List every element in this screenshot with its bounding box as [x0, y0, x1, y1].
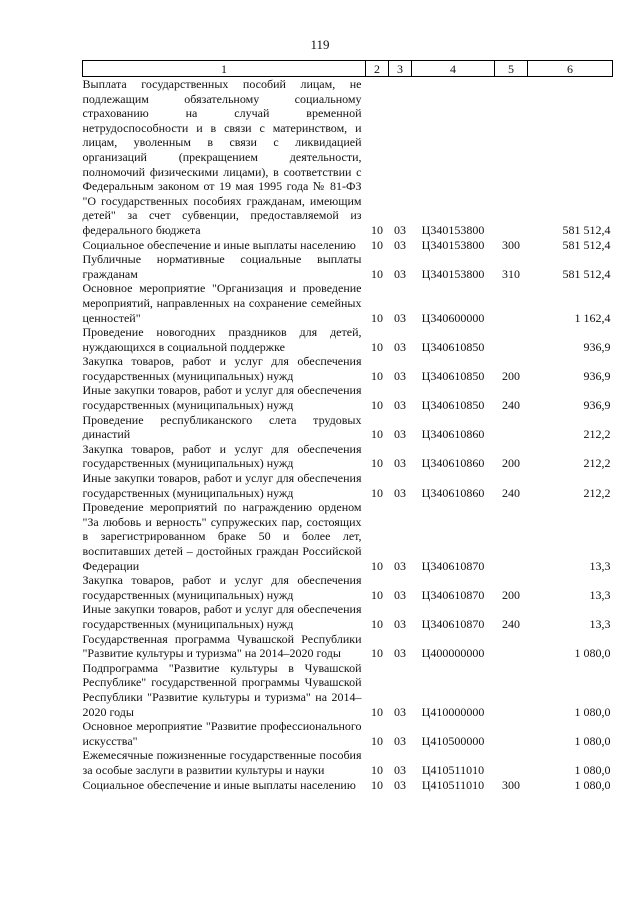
- row-expense-type: 200: [502, 368, 520, 383]
- row-expense-type: [495, 325, 528, 354]
- table-row: [83, 325, 613, 354]
- row-amount: 581 512,4: [562, 222, 611, 237]
- row-name: Основное мероприятие "Организация и проведение мероприятий, направленных на сохранение семейных ценностей": [82, 281, 362, 325]
- row-amount: 13,3: [589, 587, 611, 602]
- row-expense-type: [495, 500, 528, 573]
- row-section: 10: [371, 222, 383, 237]
- row-expense-type: [495, 661, 528, 719]
- row-target-code: Ц340610850: [421, 339, 485, 354]
- row-amount: 581 512,4: [562, 266, 611, 281]
- row-amount: 1 080,0: [574, 646, 611, 661]
- table-row: [83, 413, 613, 442]
- row-expense-type: 200: [502, 587, 520, 602]
- table-row: [83, 442, 613, 471]
- row-section: 10: [371, 456, 383, 471]
- row-target-code: Ц340153800: [421, 237, 485, 252]
- row-subsection: 03: [394, 368, 406, 383]
- row-target-code: Ц340610860: [421, 485, 485, 500]
- table-row: [83, 719, 613, 748]
- row-subsection: 03: [394, 646, 406, 661]
- row-name: Иные закупки товаров, работ и услуг для обеспечения государственных (муниципальных) нужд: [82, 383, 362, 413]
- row-target-code: Ц340610870: [421, 587, 485, 602]
- row-amount: 1 162,4: [574, 310, 611, 325]
- row-name: Закупка товаров, работ и услуг для обеспечения государственных (муниципальных) нужд: [82, 441, 362, 471]
- row-section: 10: [371, 237, 383, 252]
- row-name: Закупка товаров, работ и услуг для обеспечения государственных (муниципальных) нужд: [82, 354, 362, 383]
- row-expense-type: 240: [502, 616, 520, 631]
- table-row: [83, 252, 613, 281]
- table-row: [83, 602, 613, 631]
- row-target-code: Ц340153800: [421, 266, 485, 281]
- budget-table: [82, 60, 613, 792]
- row-subsection: 03: [394, 587, 406, 602]
- table-row: [83, 281, 613, 325]
- table-row: [83, 632, 613, 661]
- row-target-code: Ц340600000: [421, 310, 485, 325]
- row-name: Проведение мероприятий по награждению орденом "За любовь и верность" супружеских пар, состоящих в зарегистрированном браке 50 и более лет, воспитавших детей – достойных граждан Российской Федерации: [82, 500, 362, 573]
- row-name: Государственная программа Чувашской Республики "Развитие культуры и туризма" на 2014–2020 годы: [82, 631, 362, 661]
- row-section: 10: [371, 733, 383, 748]
- row-subsection: 03: [394, 427, 406, 442]
- row-target-code: Ц340610870: [421, 558, 485, 573]
- row-subsection: 03: [394, 456, 406, 471]
- row-amount: 936,9: [583, 339, 611, 354]
- row-subsection: 03: [394, 777, 406, 792]
- row-subsection: 03: [394, 558, 406, 573]
- row-subsection: 03: [394, 222, 406, 237]
- row-name: Проведение республиканского слета трудовых династий: [82, 412, 362, 442]
- row-section: 10: [371, 310, 383, 325]
- row-expense-type: [495, 77, 528, 238]
- header-cell-2: 2: [366, 61, 389, 77]
- row-target-code: Ц410500000: [421, 733, 485, 748]
- table-row: [83, 383, 613, 412]
- row-amount: 212,2: [583, 427, 611, 442]
- table-row: [83, 748, 613, 777]
- row-expense-type: [495, 748, 528, 777]
- row-name: Закупка товаров, работ и услуг для обеспечения государственных (муниципальных) нужд: [82, 573, 362, 602]
- row-section: 10: [371, 339, 383, 354]
- row-name: Иные закупки товаров, работ и услуг для обеспечения государственных (муниципальных) нужд: [82, 602, 362, 631]
- row-subsection: 03: [394, 704, 406, 719]
- row-expense-type: 300: [502, 777, 520, 792]
- header-cell-5: 5: [495, 61, 528, 77]
- row-subsection: 03: [394, 310, 406, 325]
- row-section: 10: [371, 398, 383, 413]
- row-amount: 1 080,0: [574, 777, 611, 792]
- row-subsection: 03: [394, 339, 406, 354]
- row-subsection: 03: [394, 733, 406, 748]
- row-amount: 13,3: [589, 616, 611, 631]
- row-amount: 936,9: [583, 368, 611, 383]
- row-target-code: Ц340610850: [421, 368, 485, 383]
- row-expense-type: [495, 632, 528, 661]
- row-expense-type: 200: [502, 456, 520, 471]
- table-row: [83, 573, 613, 602]
- table-row: [83, 778, 613, 793]
- row-subsection: 03: [394, 398, 406, 413]
- row-amount: 1 080,0: [574, 704, 611, 719]
- header-cell-1: 1: [83, 61, 366, 77]
- row-subsection: 03: [394, 485, 406, 500]
- row-section: 10: [371, 558, 383, 573]
- row-target-code: Ц340610870: [421, 616, 485, 631]
- row-name: Ежемесячные пожизненные государственные пособия за особые заслуги в развитии культуры и науки: [82, 748, 362, 777]
- header-row: [83, 61, 613, 77]
- table-row: [83, 238, 613, 253]
- row-section: 10: [371, 646, 383, 661]
- row-name: Проведение новогодних праздников для детей, нуждающихся в социальной поддержке: [82, 325, 362, 354]
- row-name: Социальное обеспечение и иные выплаты населению: [82, 777, 356, 792]
- row-target-code: Ц410511010: [421, 762, 485, 777]
- row-subsection: 03: [394, 616, 406, 631]
- table-row: [83, 500, 613, 573]
- row-name: Основное мероприятие "Развитие профессионального искусства": [82, 719, 362, 748]
- header-cell-3: 3: [389, 61, 412, 77]
- row-name: Иные закупки товаров, работ и услуг для обеспечения государственных (муниципальных) нужд: [82, 471, 362, 500]
- row-section: 10: [371, 485, 383, 500]
- row-section: 10: [371, 266, 383, 281]
- row-target-code: Ц340610860: [421, 427, 485, 442]
- row-section: 10: [371, 368, 383, 383]
- row-expense-type: [495, 413, 528, 442]
- row-target-code: Ц340153800: [421, 222, 485, 237]
- row-target-code: Ц410000000: [421, 704, 485, 719]
- row-name: Социальное обеспечение и иные выплаты населению: [82, 237, 356, 252]
- row-name: Подпрограмма "Развитие культуры в Чувашской Республике" государственной программы Чувашской Республики "Развитие культуры и туризма" на 2014–2020 годы: [82, 660, 362, 719]
- row-section: 10: [371, 762, 383, 777]
- header-cell-6: 6: [528, 61, 613, 77]
- row-amount: 212,2: [583, 456, 611, 471]
- row-expense-type: 300: [502, 237, 520, 252]
- row-target-code: Ц340610850: [421, 398, 485, 413]
- table-row: [83, 661, 613, 719]
- row-amount: 936,9: [583, 398, 611, 413]
- row-section: 10: [371, 427, 383, 442]
- row-target-code: Ц410511010: [421, 777, 485, 792]
- row-name: Выплата государственных пособий лицам, не подлежащим обязательному социальному страхованию на случай временной нетрудоспособности и в связи с материнством, и лицам, уволенным в связи с ликвидацией организаций (прекращением деятельности, полномочий физическими лицами), в соответствии с Федеральным законом от 19 мая 1995 года № 81-ФЗ "О государственных пособиях гражданам, имеющим детей" за счет субвенции, предоставляемой из федерального бюджета: [82, 77, 362, 237]
- row-expense-type: [495, 719, 528, 748]
- row-section: 10: [371, 704, 383, 719]
- row-subsection: 03: [394, 762, 406, 777]
- table-row: [83, 471, 613, 500]
- row-target-code: Ц340610860: [421, 456, 485, 471]
- row-subsection: 03: [394, 266, 406, 281]
- row-expense-type: 240: [502, 485, 520, 500]
- header-cell-4: 4: [412, 61, 495, 77]
- row-target-code: Ц400000000: [421, 646, 485, 661]
- row-name: Публичные нормативные социальные выплаты гражданам: [82, 252, 362, 281]
- row-expense-type: 240: [502, 398, 520, 413]
- row-amount: 13,3: [589, 558, 611, 573]
- row-section: 10: [371, 777, 383, 792]
- row-amount: 1 080,0: [574, 762, 611, 777]
- row-subsection: 03: [394, 237, 406, 252]
- row-section: 10: [371, 616, 383, 631]
- table-row: [83, 77, 613, 238]
- page-number: 119: [310, 37, 330, 52]
- row-amount: 212,2: [583, 485, 611, 500]
- row-amount: 581 512,4: [562, 237, 611, 252]
- row-expense-type: 310: [502, 266, 520, 281]
- table-row: [83, 354, 613, 383]
- row-section: 10: [371, 587, 383, 602]
- row-amount: 1 080,0: [574, 733, 611, 748]
- row-expense-type: [495, 281, 528, 325]
